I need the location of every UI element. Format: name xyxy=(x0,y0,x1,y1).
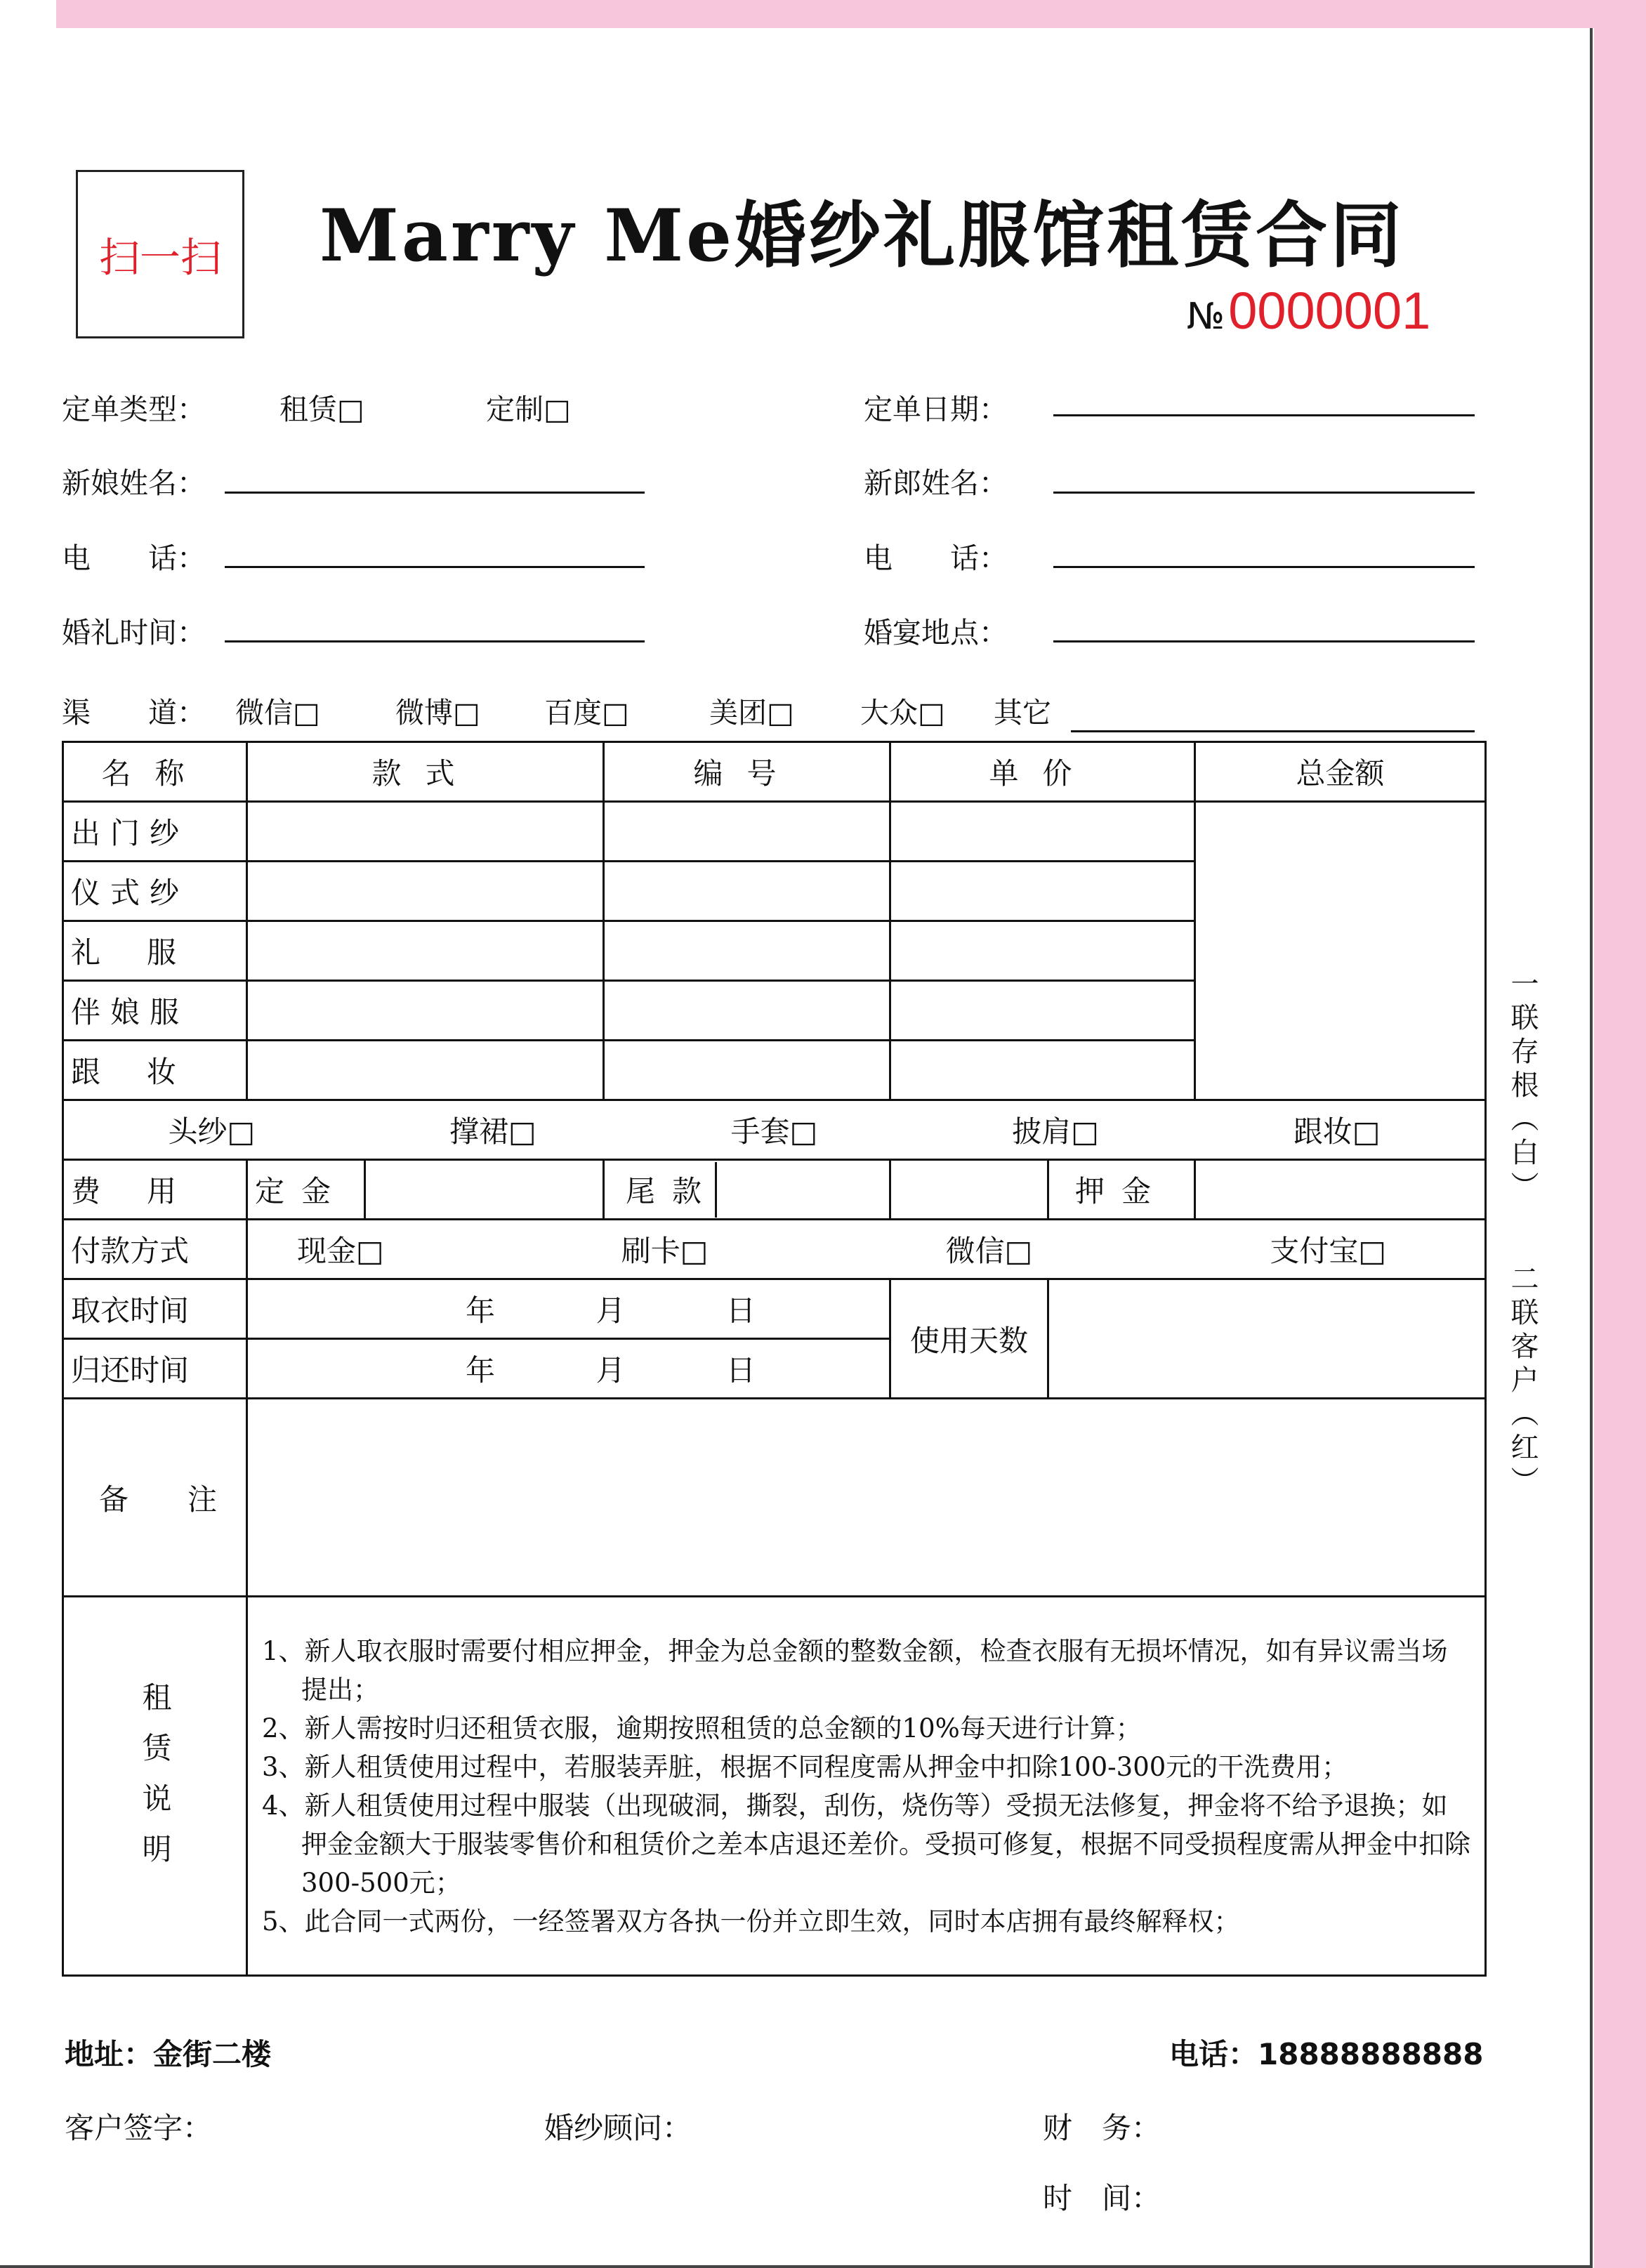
bride-name-label: 新娘姓名： xyxy=(62,466,206,500)
cell-price[interactable] xyxy=(890,802,1195,862)
cell-style[interactable] xyxy=(247,862,604,921)
channel-other-label: 其它 xyxy=(994,696,1051,730)
header-code: 编号 xyxy=(604,742,890,802)
table-row xyxy=(63,802,1486,862)
cell-code[interactable] xyxy=(604,1041,890,1100)
serial-number xyxy=(1187,281,1430,341)
number-value: 0000001 xyxy=(1228,282,1431,340)
pickup-year: 年 xyxy=(466,1293,496,1328)
channel-baidu-checkbox[interactable]: 百度□ xyxy=(544,696,629,730)
remarks-label: 备 注 xyxy=(63,1399,247,1597)
order-type-label: 定单类型： xyxy=(62,393,206,426)
cell-code[interactable] xyxy=(604,862,890,921)
cell-code[interactable] xyxy=(604,921,890,981)
balance-field-ext[interactable] xyxy=(890,1160,1048,1220)
return-time-label: 归还时间 xyxy=(63,1339,247,1399)
return-date-field[interactable] xyxy=(247,1339,890,1399)
security-deposit-label: 押金 xyxy=(1048,1160,1195,1220)
remarks-field[interactable] xyxy=(247,1399,1486,1597)
balance-field[interactable] xyxy=(717,1162,889,1218)
item-formal-dress: 礼服 xyxy=(63,921,247,981)
fee-row xyxy=(63,1160,1486,1220)
pickup-month: 月 xyxy=(595,1293,626,1328)
phone-field-bride[interactable] xyxy=(225,566,645,568)
groom-name-label: 新郎姓名： xyxy=(864,466,1008,500)
remarks-row xyxy=(63,1399,1486,1597)
wedding-time-label: 婚礼时间： xyxy=(62,616,206,650)
pickup-time-label: 取衣时间 xyxy=(63,1279,247,1339)
pink-carbon-copy-top xyxy=(56,0,1646,28)
days-used-label: 使用天数 xyxy=(890,1279,1048,1399)
term-3: 3、新人租赁使用过程中，若服装弄脏，根据不同程度需从押金中扣除100-300元的干洗费用； xyxy=(262,1751,1348,1782)
cell-code[interactable] xyxy=(604,981,890,1041)
number-sign: № xyxy=(1187,296,1225,338)
item-makeup: 跟妆 xyxy=(63,1041,247,1100)
security-deposit-field[interactable] xyxy=(1195,1160,1486,1220)
cell-style[interactable] xyxy=(247,802,604,862)
terms-row xyxy=(63,1597,1486,1976)
banquet-place-label: 婚宴地点： xyxy=(864,616,1008,650)
term-4: 4、新人租赁使用过程中服装（出现破洞，撕裂，刮伤，烧伤等）受损无法修复，押金将不给予退换；如押金金额大于服装零售价和租赁价之差本店退还差价。受损可修复，根据不同受损程度需从押金中扣除300-500元； xyxy=(262,1790,1470,1898)
qr-label: 扫一扫 xyxy=(98,234,221,282)
header-name: 名称 xyxy=(63,742,247,802)
terms-list xyxy=(247,1597,1486,1976)
copy-1-label: 一联存根（白） xyxy=(1506,969,1539,1205)
item-wedding-exit-gown: 出门纱 xyxy=(63,802,247,862)
channel-meituan-checkbox[interactable]: 美团□ xyxy=(709,696,794,730)
terms-label: 租赁说明 xyxy=(138,1681,173,1884)
payment-options xyxy=(255,1228,1477,1270)
store-phone: 电话：18888888888 xyxy=(1169,2037,1484,2071)
pickup-row xyxy=(63,1279,1486,1339)
payment-alipay-checkbox[interactable]: 支付宝□ xyxy=(1270,1234,1387,1268)
payment-row xyxy=(63,1220,1486,1279)
cell-code[interactable] xyxy=(604,802,890,862)
channel-label: 渠 道： xyxy=(62,696,206,730)
term-5: 5、此合同一式两份，一经签署双方各执一份并立即生效，同时本店拥有最终解释权； xyxy=(262,1906,1240,1937)
qr-code-placeholder xyxy=(76,170,244,338)
pickup-day: 日 xyxy=(726,1293,756,1328)
customer-signature-label: 客户签字： xyxy=(65,2111,213,2145)
order-date-field[interactable] xyxy=(1053,414,1475,416)
return-month: 月 xyxy=(595,1353,626,1387)
finance-label: 财 务： xyxy=(1043,2111,1161,2145)
extras-options xyxy=(71,1109,1477,1151)
cell-style[interactable] xyxy=(247,981,604,1041)
channel-wechat-checkbox[interactable]: 微信□ xyxy=(235,696,320,730)
extra-makeup-checkbox[interactable]: 跟妆□ xyxy=(1293,1114,1381,1149)
return-day: 日 xyxy=(726,1353,756,1387)
channel-other-field[interactable] xyxy=(1071,730,1475,732)
header-unit-price: 单价 xyxy=(890,742,1195,802)
extra-gloves-checkbox[interactable]: 手套□ xyxy=(730,1114,818,1149)
cell-price[interactable] xyxy=(890,1041,1195,1100)
return-year: 年 xyxy=(466,1353,496,1387)
cell-style[interactable] xyxy=(247,921,604,981)
extra-veil-checkbox[interactable]: 头纱□ xyxy=(168,1114,256,1149)
copy-2-label: 二联客户（红） xyxy=(1506,1264,1539,1500)
deposit-field[interactable] xyxy=(365,1160,604,1220)
payment-wechat-checkbox[interactable]: 微信□ xyxy=(945,1234,1033,1268)
time-label: 时 间： xyxy=(1043,2181,1161,2215)
header-style: 款式 xyxy=(247,742,604,802)
days-used-field[interactable] xyxy=(1048,1279,1486,1399)
extra-petticoat-checkbox[interactable]: 撑裙□ xyxy=(449,1114,536,1149)
payment-card-checkbox[interactable]: 刷卡□ xyxy=(621,1234,709,1268)
table-header-row xyxy=(63,742,1486,802)
extra-shawl-checkbox[interactable]: 披肩□ xyxy=(1012,1114,1099,1149)
balance-group xyxy=(605,1162,889,1218)
phone-field-groom[interactable] xyxy=(1053,566,1475,568)
fee-label: 费用 xyxy=(63,1160,247,1220)
order-date-label: 定单日期： xyxy=(864,393,1008,426)
channel-dazhong-checkbox[interactable]: 大众□ xyxy=(860,696,945,730)
store-address: 地址：金街二楼 xyxy=(65,2037,272,2071)
channel-weibo-checkbox[interactable]: 微博□ xyxy=(395,696,480,730)
cell-price[interactable] xyxy=(890,981,1195,1041)
item-ceremony-gown: 仪式纱 xyxy=(63,862,247,921)
cell-style[interactable] xyxy=(247,1041,604,1100)
term-1: 1、新人取衣服时需要付相应押金，押金为总金额的整数金额，检查衣服有无损坏情况，如有异议需当场提出； xyxy=(262,1635,1448,1705)
rent-checkbox[interactable]: 租赁□ xyxy=(279,393,364,426)
payment-cash-checkbox[interactable]: 现金□ xyxy=(297,1234,384,1268)
phone-label-bride: 电 话： xyxy=(62,541,206,575)
banquet-place-field[interactable] xyxy=(1053,640,1475,642)
rental-table xyxy=(62,741,1487,1977)
cell-total-amount[interactable] xyxy=(1195,802,1486,1100)
wedding-time-field[interactable] xyxy=(225,640,645,642)
extras-row xyxy=(63,1100,1486,1160)
groom-name-field[interactable] xyxy=(1053,492,1475,494)
term-2: 2、新人需按时归还租赁衣服，逾期按照租赁的总金额的10%每天进行计算； xyxy=(262,1713,1142,1743)
pink-carbon-copy-side xyxy=(1594,0,1646,2268)
contract-title: Marry Me婚纱礼服馆租赁合同 xyxy=(320,194,1405,278)
consultant-label: 婚纱顾问： xyxy=(544,2111,692,2145)
payment-method-label: 付款方式 xyxy=(63,1220,247,1279)
balance-label: 尾款 xyxy=(605,1162,717,1218)
pickup-date-field[interactable] xyxy=(247,1279,890,1339)
bride-name-field[interactable] xyxy=(225,492,645,494)
cell-price[interactable] xyxy=(890,921,1195,981)
header-total: 总金额 xyxy=(1195,742,1486,802)
cell-price[interactable] xyxy=(890,862,1195,921)
phone-label-groom: 电 话： xyxy=(864,541,1008,575)
item-bridesmaid-dress: 伴娘服 xyxy=(63,981,247,1041)
custom-checkbox[interactable]: 定制□ xyxy=(486,393,571,426)
deposit-label: 定金 xyxy=(247,1160,365,1220)
